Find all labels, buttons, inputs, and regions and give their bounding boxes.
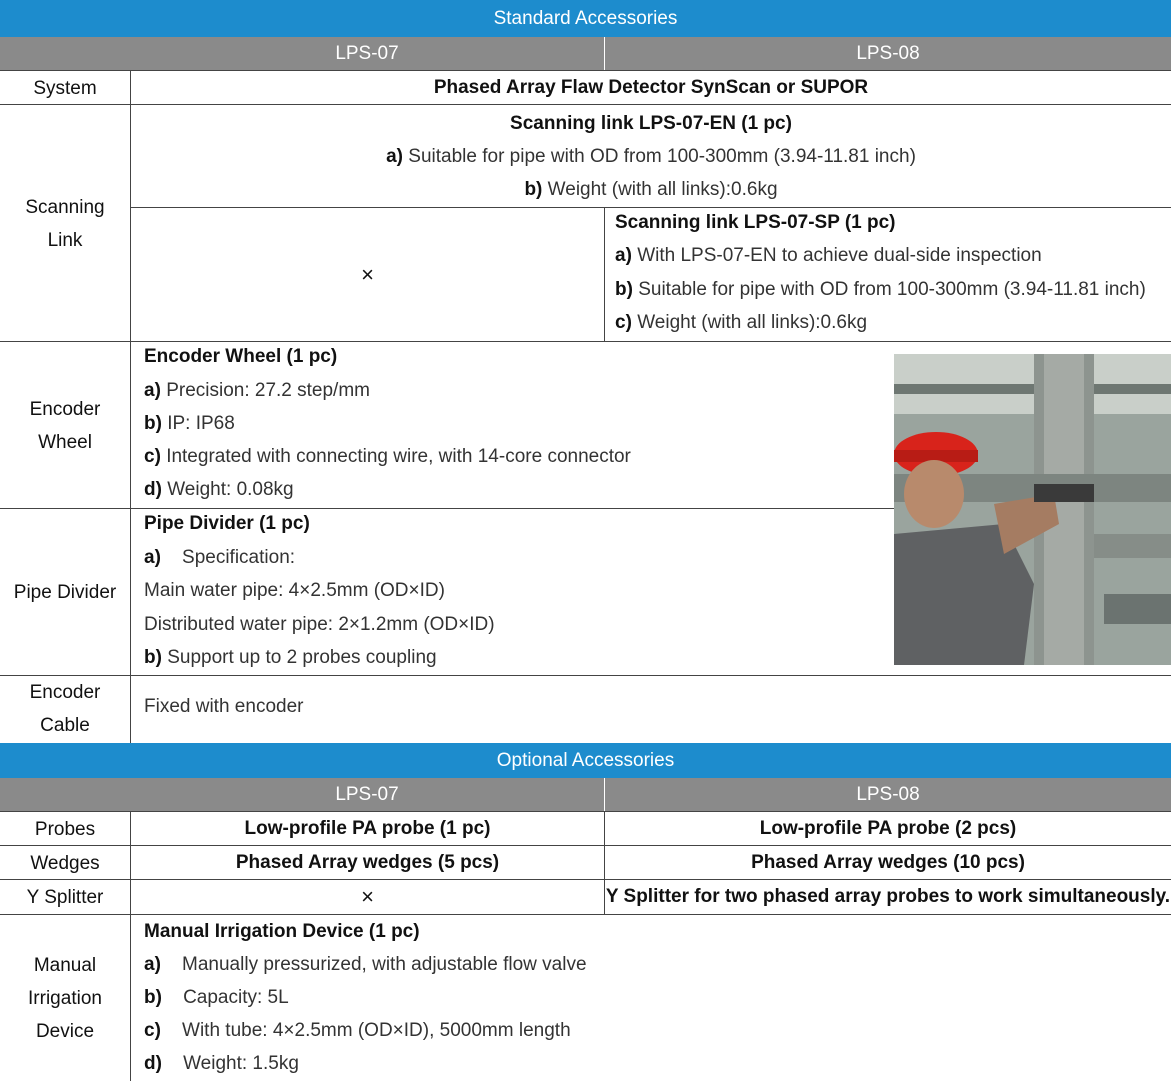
standard-accessories-header [0, 0, 1171, 37]
irrigation-b [144, 987, 289, 1009]
probes-label: Probes [34, 818, 96, 840]
optional-col-lps07 [130, 778, 604, 812]
pipe-divider-a [144, 547, 295, 569]
probes-lps08-text: Low-profile PA probe (2 pcs) [759, 818, 1017, 839]
system-value [131, 71, 1171, 105]
encoder-wheel-c [144, 446, 631, 468]
encoder-wheel-b [144, 413, 235, 435]
encoder-wheel-d-text: Weight: 0.08kg [167, 479, 294, 500]
scanning-sp-c-text: Weight (with all links):0.6kg [637, 312, 868, 333]
irrigation-label-2: Irrigation [28, 987, 102, 1009]
scanning-en-b-text: Weight (with all links):0.6kg [547, 179, 778, 200]
irrigation-c [144, 1020, 571, 1042]
worker-inspecting-pipe-photo [894, 354, 1171, 665]
scanning-en-title [131, 108, 1171, 140]
encoder-wheel-d [144, 479, 294, 501]
col-label-lps08: LPS-08 [856, 43, 920, 64]
row-label-scanning-link [0, 105, 130, 342]
pipe-divider-main: Main water pipe: 4×2.5mm (OD×ID) [144, 580, 445, 601]
pipe-divider-title: Pipe Divider (1 pc) [144, 513, 310, 534]
encoder-wheel-d-key: d) [144, 479, 162, 500]
probes-lps07-text: Low-profile PA probe (1 pc) [244, 818, 491, 839]
scanning-sp-c-key: c) [615, 312, 632, 333]
pipe-divider-a-key: a) [144, 547, 161, 568]
wedges-label: Wedges [30, 852, 100, 874]
optional-accessories-header [0, 743, 1171, 778]
encoder-wheel-b-key: b) [144, 413, 162, 434]
pipe-divider-b-text: Support up to 2 probes coupling [167, 647, 437, 668]
encoder-wheel-label-2: Wheel [38, 431, 92, 453]
probes-lps08 [605, 812, 1171, 846]
scanning-sp-b-text: Suitable for pipe with OD from 100-300mm (3.94-11.81 inch) [638, 279, 1146, 300]
irrigation-title: Manual Irrigation Device (1 pc) [144, 921, 420, 942]
encoder-wheel-c-text: Integrated with connecting wire, with 14-core connector [166, 446, 631, 467]
cross-icon: × [361, 262, 374, 287]
irrigation-a-key: a) [144, 954, 161, 975]
scanning-en-a [131, 141, 1171, 173]
encoder-wheel-a [144, 380, 370, 402]
scanning-sp-a-key: a) [615, 245, 632, 266]
encoder-wheel-a-text: Precision: 27.2 step/mm [166, 380, 370, 401]
scanning-label-1: Scanning [25, 196, 105, 218]
encoder-wheel-b-text: IP: IP68 [167, 413, 235, 434]
encoder-cable-label-1: Encoder [29, 682, 101, 703]
standard-col-blank [0, 37, 130, 71]
col-label-lps07: LPS-07 [335, 43, 399, 64]
encoder-wheel-title: Encoder Wheel (1 pc) [144, 346, 338, 367]
scanning-en-a-text: Suitable for pipe with OD from 100-300mm (3.94-11.81 inch) [408, 146, 916, 167]
optional-accessories-title: Optional Accessories [496, 749, 675, 771]
pipe-divider-dist: Distributed water pipe: 2×1.2mm (OD×ID) [144, 614, 495, 635]
irrigation-label-1: Manual [33, 954, 97, 976]
scanning-sp-b [615, 279, 1146, 301]
standard-col-lps08 [605, 37, 1171, 71]
irrigation-d-text: Weight: 1.5kg [183, 1053, 299, 1074]
optional-col-blank [0, 778, 130, 812]
splitter-cross-icon: × [361, 884, 374, 909]
encoder-wheel-label-1: Encoder [29, 398, 101, 420]
pipe-divider-b-key: b) [144, 647, 162, 668]
irrigation-a [144, 954, 587, 976]
system-value-text: Phased Array Flaw Detector SynScan or SUPOR [433, 77, 869, 98]
optional-col-label-lps07: LPS-07 [335, 784, 399, 805]
irrigation-b-text: Capacity: 5L [183, 987, 289, 1008]
wedges-lps08-text: Phased Array wedges (10 pcs) [751, 852, 1025, 873]
encoder-wheel-c-key: c) [144, 446, 161, 467]
wedges-lps07 [131, 846, 604, 880]
row-label-y-splitter [0, 880, 130, 914]
row-label-encoder-wheel [0, 342, 130, 509]
scanning-label-2: Link [47, 229, 83, 251]
row-label-encoder-cable [0, 676, 130, 742]
row-label-irrigation [0, 915, 130, 1081]
splitter-lps07 [131, 880, 604, 914]
irrigation-c-text: With tube: 4×2.5mm (OD×ID), 5000mm length [182, 1020, 571, 1041]
optional-col-lps08 [605, 778, 1171, 812]
encoder-cable-value: Fixed with encoder [144, 696, 304, 717]
splitter-label: Y Splitter [26, 886, 104, 908]
scanning-en-b-key: b) [524, 179, 543, 200]
scanning-sp-c [615, 312, 867, 334]
irrigation-b-key: b) [144, 987, 162, 1008]
irrigation-d [144, 1053, 299, 1075]
standard-col-lps07 [130, 37, 604, 71]
splitter-lps08-text: Y Splitter for two phased array probes to work simultaneously. [605, 886, 1171, 907]
wedges-lps08 [605, 846, 1171, 880]
irrigation-label-3: Device [35, 1020, 95, 1042]
scanning-en-title-text: Scanning link LPS-07-EN (1 pc) [510, 113, 792, 134]
probes-lps07 [131, 812, 604, 846]
encoder-cable-label-2: Cable [40, 715, 90, 736]
wedges-lps07-text: Phased Array wedges (5 pcs) [235, 852, 500, 873]
irrigation-a-text: Manually pressurized, with adjustable flow valve [182, 954, 587, 975]
scanning-lps07-cross [131, 208, 604, 342]
optional-col-label-lps08: LPS-08 [856, 784, 920, 805]
scanning-en-b [131, 174, 1171, 206]
row-label-pipe-divider [0, 509, 130, 676]
pipe-divider-a-text: Specification: [182, 547, 296, 568]
row-label-system [0, 71, 130, 105]
irrigation-d-key: d) [144, 1053, 162, 1074]
pipe-divider-label: Pipe Divider [13, 582, 117, 603]
scanning-en-a-key: a) [386, 146, 403, 167]
pipe-divider-b [144, 647, 437, 669]
encoder-wheel-a-key: a) [144, 380, 161, 401]
scanning-sp-b-key: b) [615, 279, 633, 300]
splitter-lps08 [605, 880, 1171, 914]
photo-illustration [894, 354, 1171, 665]
irrigation-c-key: c) [144, 1020, 161, 1041]
row-label-wedges [0, 846, 130, 880]
scanning-sp-a-text: With LPS-07-EN to achieve dual-side inspection [637, 245, 1042, 266]
standard-accessories-title: Standard Accessories [493, 7, 678, 29]
scanning-sp-title: Scanning link LPS-07-SP (1 pc) [615, 212, 896, 233]
scanning-sp-a [615, 245, 1042, 267]
system-label: System [33, 77, 97, 99]
row-label-probes [0, 812, 130, 846]
